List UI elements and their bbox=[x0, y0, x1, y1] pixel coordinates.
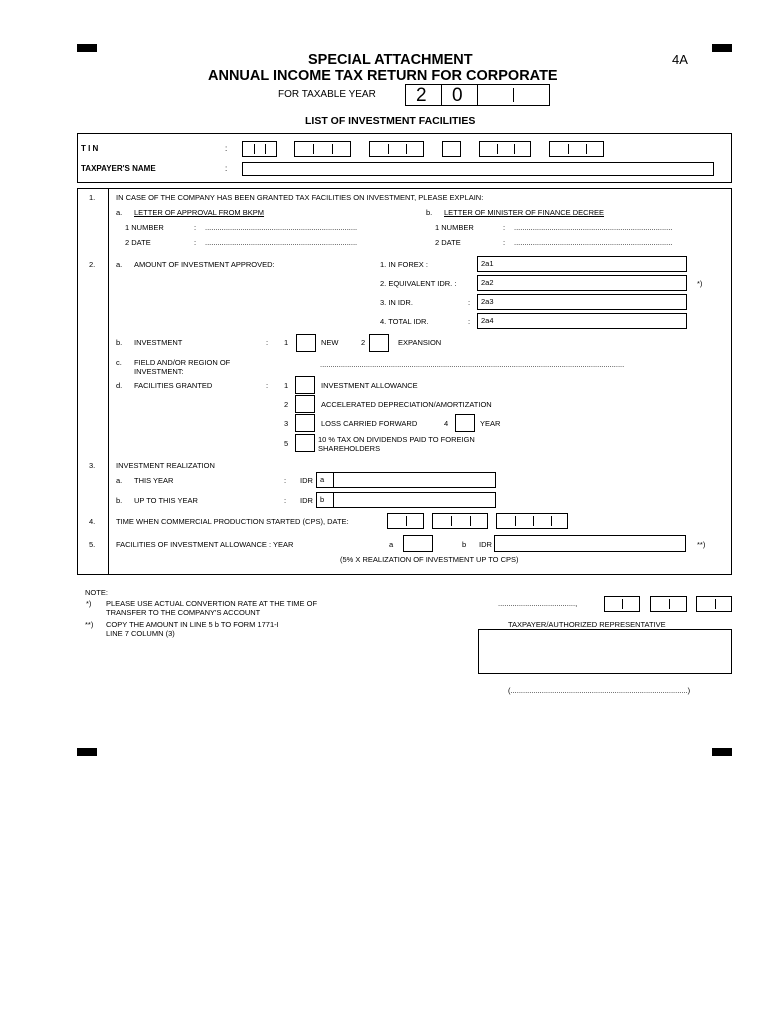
allowance-year-field[interactable] bbox=[403, 535, 433, 552]
tin-field-4[interactable] bbox=[442, 141, 461, 157]
cps-date-year[interactable] bbox=[496, 513, 568, 529]
s3-a-idr: IDR bbox=[300, 476, 313, 485]
loss-year-field[interactable] bbox=[455, 414, 475, 432]
facility-4-num: 4 bbox=[444, 419, 449, 428]
taxable-year-label: FOR TAXABLE YEAR bbox=[278, 89, 376, 100]
s3-b-idr: IDR bbox=[300, 496, 313, 505]
facility-3-checkbox[interactable] bbox=[295, 414, 315, 432]
facility-2-label: ACCELERATED DEPRECIATION/AMORTIZATION bbox=[321, 400, 492, 409]
s1-a-date-field[interactable]: ......................................................................... bbox=[205, 238, 358, 247]
registration-mark-bottom-right bbox=[712, 748, 732, 756]
field-region-input[interactable]: .................................................................................................................................................. bbox=[320, 360, 625, 369]
field-2a4[interactable] bbox=[477, 313, 687, 329]
note-mark-double-star: **) bbox=[697, 540, 706, 549]
registration-mark-bottom-left bbox=[77, 748, 97, 756]
code-a: a bbox=[320, 475, 325, 484]
s3-a-text: THIS YEAR bbox=[134, 476, 174, 485]
s1-b-date-field[interactable]: ............................................................................ bbox=[514, 238, 673, 247]
facility-4-label: YEAR bbox=[480, 419, 501, 428]
signer-name-field[interactable]: (.....................................................................................) bbox=[508, 686, 691, 695]
s1-b-number-colon: : bbox=[503, 223, 506, 232]
note-2-mark: **) bbox=[85, 620, 94, 629]
note-1-line-2: TRANSFER TO THE COMPANY'S ACCOUNT bbox=[106, 608, 261, 617]
facility-1-label: INVESTMENT ALLOWANCE bbox=[321, 381, 418, 390]
s1-a-number-colon: : bbox=[194, 223, 197, 232]
facility-5-label-2: SHAREHOLDERS bbox=[318, 444, 381, 453]
s2-d-colon: : bbox=[266, 381, 269, 390]
field-2a3[interactable] bbox=[477, 294, 687, 310]
investment-new-label: NEW bbox=[321, 338, 339, 347]
s1-number: 1. bbox=[89, 193, 96, 202]
field-2a2[interactable] bbox=[477, 275, 687, 291]
taxpayer-name-label: TAXPAYER'S NAME bbox=[81, 164, 156, 173]
total-idr-label: 4. TOTAL IDR. bbox=[380, 317, 429, 326]
s5-text: FACILITIES OF INVESTMENT ALLOWANCE : YEAR bbox=[116, 540, 294, 549]
s1-a-number-field[interactable]: ......................................................................... bbox=[205, 223, 358, 232]
allowance-amount-field[interactable] bbox=[494, 535, 686, 552]
s1-a-mark: a. bbox=[116, 208, 123, 217]
s3-text: INVESTMENT REALIZATION bbox=[116, 461, 215, 470]
s2-b-mark: b. bbox=[116, 338, 123, 347]
notes-title: NOTE: bbox=[85, 588, 108, 597]
s1-a-number-label: 1 NUMBER bbox=[125, 223, 164, 232]
registration-mark-top-right bbox=[712, 44, 732, 52]
code-b: b bbox=[320, 495, 325, 504]
page-subtitle: ANNUAL INCOME TAX RETURN FOR CORPORATE bbox=[208, 68, 558, 84]
note-2-line-2: LINE 7 COLUMN (3) bbox=[106, 629, 175, 638]
s5-b-mark: b bbox=[462, 540, 467, 549]
facility-2-checkbox[interactable] bbox=[295, 395, 315, 413]
taxable-year-field[interactable] bbox=[405, 84, 550, 106]
s1-a-date-label: 2 DATE bbox=[125, 238, 151, 247]
s1-text: IN CASE OF THE COMPANY HAS BEEN GRANTED TAX FACILITIES ON INVESTMENT, PLEASE EXPLAIN: bbox=[116, 193, 484, 202]
s1-b-number-field[interactable]: ............................................................................ bbox=[514, 223, 673, 232]
total-idr-colon: : bbox=[468, 317, 471, 326]
s1-b-date-colon: : bbox=[503, 238, 506, 247]
facility-3-label: LOSS CARRIED FORWARD bbox=[321, 419, 418, 428]
cps-date-day[interactable] bbox=[387, 513, 424, 529]
s2-a-mark: a. bbox=[116, 260, 123, 269]
facility-5-num: 5 bbox=[284, 439, 289, 448]
code-2a4: 2a4 bbox=[481, 316, 494, 325]
s3-a-colon: : bbox=[284, 476, 287, 485]
tin-field-2[interactable] bbox=[294, 141, 351, 157]
s3-b-colon: : bbox=[284, 496, 287, 505]
s1-a-date-colon: : bbox=[194, 238, 197, 247]
s4-text: TIME WHEN COMMERCIAL PRODUCTION STARTED (CPS), DATE: bbox=[116, 517, 349, 526]
facility-5-label-1: 10 % TAX ON DIVIDENDS PAID TO FOREIGN bbox=[318, 435, 475, 444]
page-title: SPECIAL ATTACHMENT bbox=[308, 52, 473, 68]
s5-number: 5. bbox=[89, 540, 96, 549]
equivalent-idr-label: 2. EQUIVALENT IDR. : bbox=[380, 279, 457, 288]
section-heading: LIST OF INVESTMENT FACILITIES bbox=[305, 115, 476, 127]
number-column-divider bbox=[108, 188, 109, 575]
facility-3-num: 3 bbox=[284, 419, 289, 428]
note-1-line-1: PLEASE USE ACTUAL CONVERTION RATE AT THE TIME OF bbox=[106, 599, 318, 608]
s2-c-mark: c. bbox=[116, 358, 122, 367]
s4-number: 4. bbox=[89, 517, 96, 526]
code-2a1: 2a1 bbox=[481, 259, 494, 268]
investment-new-checkbox[interactable] bbox=[296, 334, 316, 352]
s1-b-mark: b. bbox=[426, 208, 433, 217]
signature-box[interactable] bbox=[478, 629, 732, 674]
forex-label: 1. IN FOREX : bbox=[380, 260, 428, 269]
tin-colon: : bbox=[225, 144, 228, 153]
realization-this-year-field[interactable] bbox=[316, 472, 496, 488]
s1-a-text: LETTER OF APPROVAL FROM BKPM bbox=[134, 208, 265, 217]
tin-field-3[interactable] bbox=[369, 141, 424, 157]
signing-date-month[interactable] bbox=[650, 596, 687, 612]
s5-a-mark: a bbox=[389, 540, 394, 549]
s2-a-text: AMOUNT OF INVESTMENT APPROVED: bbox=[134, 260, 275, 269]
s1-b-text: LETTER OF MINISTER OF FINANCE DECREE bbox=[444, 208, 605, 217]
s2-d-mark: d. bbox=[116, 381, 123, 390]
facility-2-num: 2 bbox=[284, 400, 289, 409]
s2-b-text: INVESTMENT bbox=[134, 338, 183, 347]
year-digit-1: 2 bbox=[416, 85, 427, 106]
s2-d-text: FACILITIES GRANTED bbox=[134, 381, 213, 390]
s3-number: 3. bbox=[89, 461, 96, 470]
taxpayer-name-colon: : bbox=[225, 164, 228, 173]
investment-expansion-num: 2 bbox=[361, 338, 366, 347]
investment-new-num: 1 bbox=[284, 338, 289, 347]
tin-field-1[interactable] bbox=[242, 141, 277, 157]
s3-b-mark: b. bbox=[116, 496, 123, 505]
signing-place-field[interactable]: ....................................., bbox=[498, 599, 578, 608]
realization-up-to-year-field[interactable] bbox=[316, 492, 496, 508]
facility-5-checkbox[interactable] bbox=[295, 434, 315, 452]
cps-date-month[interactable] bbox=[432, 513, 488, 529]
s5-note: (5% X REALIZATION OF INVESTMENT UP TO CPS) bbox=[340, 555, 519, 564]
in-idr-colon: : bbox=[468, 298, 471, 307]
s2-b-colon: : bbox=[266, 338, 269, 347]
registration-mark-top-left bbox=[77, 44, 97, 52]
s5-idr: IDR bbox=[479, 540, 492, 549]
note-mark-star: *) bbox=[697, 279, 703, 288]
code-2a2: 2a2 bbox=[481, 278, 494, 287]
code-2a3: 2a3 bbox=[481, 297, 494, 306]
facility-1-checkbox[interactable] bbox=[295, 376, 315, 394]
year-digit-2: 0 bbox=[452, 85, 463, 106]
facility-1-num: 1 bbox=[284, 381, 289, 390]
s1-b-number-label: 1 NUMBER bbox=[435, 223, 474, 232]
in-idr-label: 3. IN IDR. bbox=[380, 298, 413, 307]
form-code: 4A bbox=[672, 52, 688, 67]
tin-label: T I N bbox=[81, 144, 99, 153]
s1-b-date-label: 2 DATE bbox=[435, 238, 461, 247]
s3-b-text: UP TO THIS YEAR bbox=[134, 496, 198, 505]
signing-date-day[interactable] bbox=[604, 596, 640, 612]
s3-a-mark: a. bbox=[116, 476, 123, 485]
s2-c-text-2: INVESTMENT: bbox=[134, 367, 184, 376]
investment-expansion-label: EXPANSION bbox=[398, 338, 442, 347]
tin-field-6[interactable] bbox=[549, 141, 604, 157]
field-2a1[interactable] bbox=[477, 256, 687, 272]
s2-number: 2. bbox=[89, 260, 96, 269]
tin-field-5[interactable] bbox=[479, 141, 531, 157]
s2-c-text-1: FIELD AND/OR REGION OF bbox=[134, 358, 231, 367]
investment-expansion-checkbox[interactable] bbox=[369, 334, 389, 352]
representative-label: TAXPAYER/AUTHORIZED REPRESENTATIVE bbox=[508, 620, 666, 629]
taxpayer-name-field[interactable] bbox=[242, 162, 714, 176]
note-1-mark: *) bbox=[86, 599, 92, 608]
note-2-line-1: COPY THE AMOUNT IN LINE 5 b TO FORM 1771-I bbox=[106, 620, 279, 629]
signing-date-year[interactable] bbox=[696, 596, 732, 612]
